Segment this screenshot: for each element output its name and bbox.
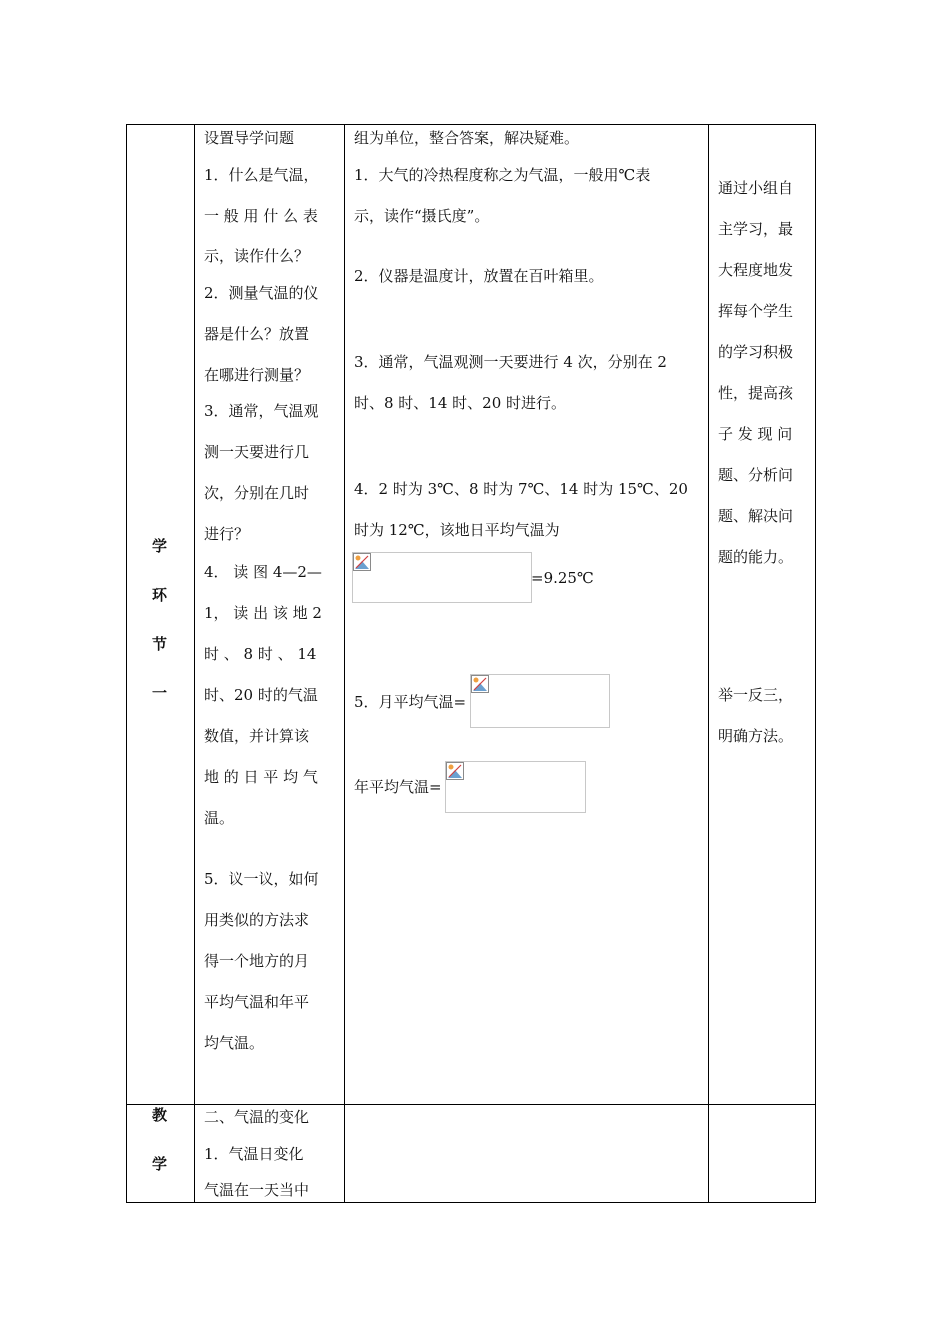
- intent-line: 题的能力。: [718, 548, 794, 566]
- question-line: 2．测量气温的仪: [204, 284, 319, 302]
- intent-line: 性，提高孩: [718, 384, 794, 402]
- question-line: 示，读作什么？: [204, 247, 310, 265]
- formula-image: [352, 552, 532, 603]
- answer-4: 4．2 时为 3℃、8 时为 7℃、14 时为 15℃、20: [354, 480, 688, 498]
- question-line: 3．通常，气温观: [204, 402, 319, 420]
- answer-4-result: =9.25℃: [531, 569, 594, 587]
- question-line: 5．议一议，如何: [204, 870, 319, 888]
- subsection-heading: 1．气温日变化: [204, 1145, 304, 1163]
- col-border-1: [126, 124, 127, 1203]
- question-line: 一 般 用 什 么 表: [204, 207, 318, 225]
- section-heading: 二、气温的变化: [204, 1108, 310, 1126]
- intent-line: 举一反三，: [718, 686, 794, 704]
- table-bottom-border: [126, 1202, 816, 1203]
- question-line: 时、20 时的气温: [204, 686, 318, 704]
- intent-line: 主学习，最: [718, 220, 794, 238]
- broken-image-icon: [471, 675, 489, 693]
- col-border-3: [344, 124, 345, 1203]
- intent-line: 挥每个学生: [718, 302, 794, 320]
- intent-line: 大程度地发: [718, 261, 794, 279]
- table-top-border: [126, 124, 816, 125]
- intent-line: 的学习积极: [718, 343, 794, 361]
- question-line: 用类似的方法求: [204, 911, 310, 929]
- intent-line: 明确方法。: [718, 727, 794, 745]
- question-line: 4． 读 图 4—2—: [204, 563, 322, 581]
- question-line: 地 的 日 平 均 气: [204, 768, 318, 786]
- stage-char: 学: [152, 1155, 168, 1173]
- question-line: 得一个地方的月: [204, 952, 310, 970]
- answer-3: 时、8 时、14 时、20 时进行。: [354, 394, 567, 412]
- answer-5-month: 5．月平均气温=: [354, 693, 467, 711]
- formula-image: [470, 674, 610, 728]
- question-line: 气温在一天当中: [204, 1181, 310, 1199]
- row-divider: [126, 1104, 816, 1105]
- question-line: 器是什么？放置: [204, 325, 310, 343]
- question-line: 测一天要进行几: [204, 443, 310, 461]
- stage-char: 教: [152, 1106, 168, 1124]
- question-line: 温。: [204, 809, 235, 827]
- formula-image: [445, 761, 586, 813]
- stage-char: 环: [152, 586, 168, 604]
- stage-char: 学: [152, 537, 168, 555]
- question-line: 均气温。: [204, 1034, 265, 1052]
- answer-3: 3．通常，气温观测一天要进行 4 次，分别在 2: [354, 353, 667, 371]
- col-border-4: [708, 124, 709, 1203]
- answer-intro: 组为单位，整合答案，解决疑难。: [354, 129, 580, 147]
- intent-line: 题、解决问: [718, 507, 794, 525]
- question-line: 次，分别在几时: [204, 484, 310, 502]
- question-line: 进行？: [204, 525, 250, 543]
- question-line: 1， 读 出 该 地 2: [204, 604, 322, 622]
- question-line: 设置导学问题: [204, 129, 295, 147]
- answer-2: 2．仪器是温度计，放置在百叶箱里。: [354, 267, 604, 285]
- intent-line: 通过小组自: [718, 179, 794, 197]
- question-line: 平均气温和年平: [204, 993, 310, 1011]
- question-line: 时 、 8 时 、 14: [204, 645, 317, 663]
- question-line: 1．什么是气温，: [204, 166, 319, 184]
- answer-1: 示，读作“摄氏度”。: [354, 207, 490, 225]
- answer-5-year: 年平均气温=: [354, 778, 442, 796]
- answer-4: 时为 12℃，该地日平均气温为: [354, 521, 560, 539]
- answer-1: 1．大气的冷热程度称之为气温，一般用℃表: [354, 166, 651, 184]
- col-border-2: [194, 124, 195, 1203]
- stage-char: 节: [152, 635, 168, 653]
- intent-line: 题、分析问: [718, 466, 794, 484]
- question-line: 数值，并计算该: [204, 727, 310, 745]
- stage-char: 一: [152, 684, 168, 702]
- broken-image-icon: [446, 762, 464, 780]
- broken-image-icon: [353, 553, 371, 571]
- intent-line: 子 发 现 问: [718, 425, 793, 443]
- question-line: 在哪进行测量？: [204, 366, 310, 384]
- col-border-5: [815, 124, 816, 1203]
